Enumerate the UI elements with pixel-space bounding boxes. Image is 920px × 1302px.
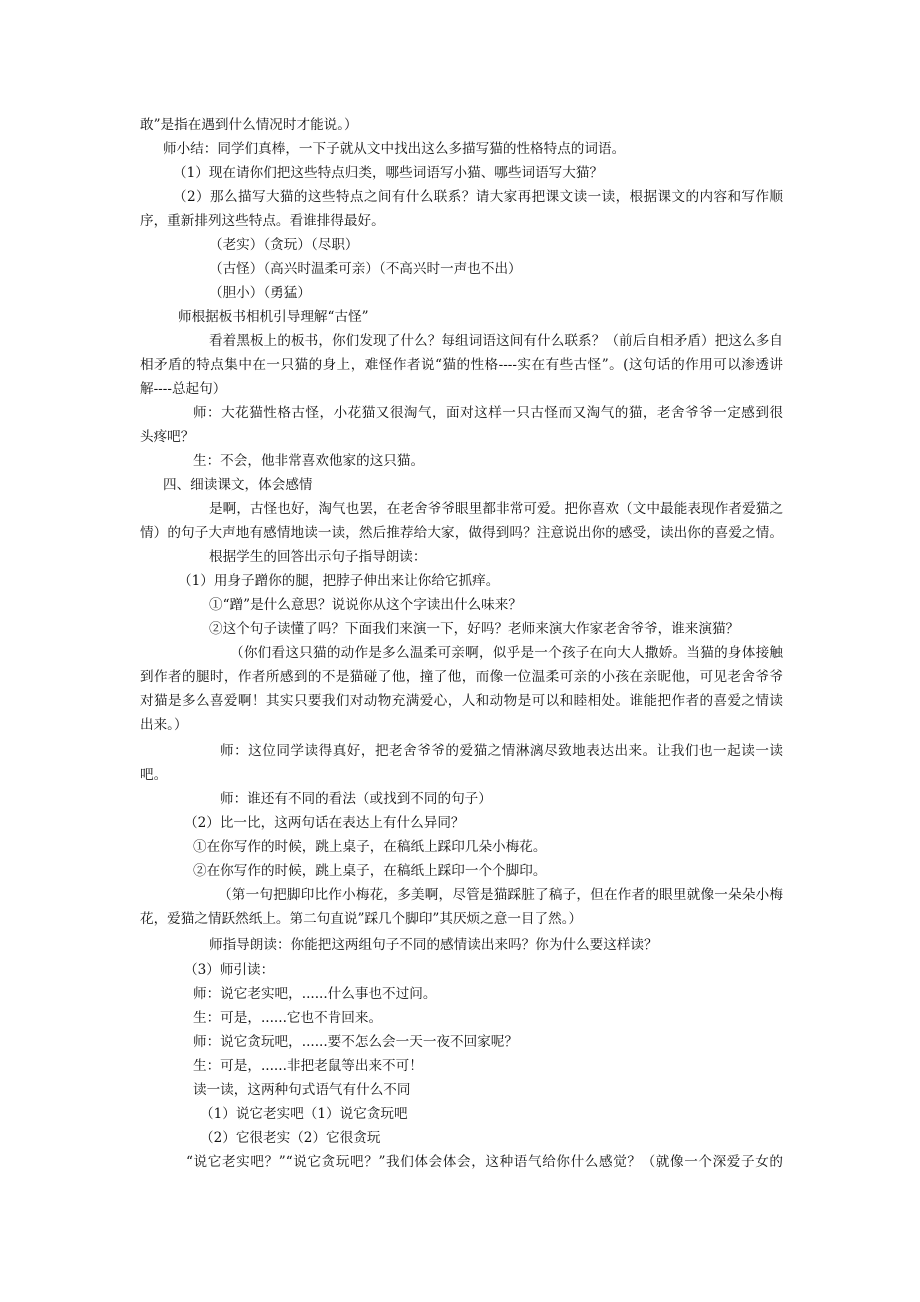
text-line: ①在你写作的时候，跳上桌子，在稿纸上踩印几朵小梅花。 [193,839,547,855]
text-line: ②这个句子读懂了吗？下面我们来演一下，好吗？老师来演大作家老舍爷爷，谁来演猫？ [209,621,740,637]
text-line: 生：可是，......非把老鼠等出来不可！ [193,1058,423,1074]
text-line: （第一句把脚印比作小梅花，多美啊，尽管是猫踩脏了稿子，但在作者的眼里就像一朵朵小梅 [218,887,783,903]
text-line: 师根据板书相机引导理解“古怪” [178,309,369,325]
text-line: 解----总起句） [140,381,227,397]
text-line: 根据学生的回答出示句子指导朗读： [209,549,427,565]
text-line: “说它老实吧？”“说它贪玩吧？”我们体会体会，这种语气给你什么感觉？（就像一个深爱子女的 [186,1154,783,1170]
text-line: 情）的句子大声地有感情地读一读，然后推荐给大家，做得到吗？注意说出你的感受，读出你的喜爱之情。 [140,525,783,541]
text-line: 看着黑板上的板书，你们发现了什么？每组词语这间有什么联系？（前后自相矛盾）把这么多自 [209,333,783,349]
text-line: 师小结：同学们真棒，一下子就从文中找出这么多描写猫的性格特点的词语。 [163,141,626,157]
text-line: （古怪）（高兴时温柔可亲）（不高兴时一声也不出） [209,261,522,277]
text-line: 花，爱猫之情跃然纸上。第二句直说”踩几个脚印”其厌烦之意一目了然。） [140,911,583,927]
text-line: ②在你写作的时候，跳上桌子，在稿纸上踩印一个个脚印。 [193,863,547,879]
text-line: 师：这位同学读得真好，把老舍爷爷的爱猫之情淋漓尽致地表达出来。让我们也一起读一读 [220,743,783,759]
text-line: 相矛盾的特点集中在一只猫的身上，难怪作者说“猫的性格----实在有些古怪”。(这句话的作用可以渗透讲 [140,357,783,373]
text-line: 师：谁还有不同的看法（或找到不同的句子） [220,791,492,807]
text-line: （1）用身子蹭你的腿，把脖子伸出来让你给它抓痒。 [178,573,500,589]
text-line: 师指导朗读：你能把这两组句子不同的感情读出来吗？你为什么要这样读？ [209,937,658,953]
text-line: 头疼吧？ [140,429,195,445]
text-line: 师：说它老实吧，......什么事也不过问。 [193,986,437,1002]
text-line: 读一读，这两种句式语气有什么不同 [193,1082,411,1098]
text-line: ①“蹭”是什么意思？说说你从这个字读出什么味来？ [209,597,522,613]
text-line: 到作者的腿时，作者所感到的不是猫碰了他，撞了他，而像一位温柔可亲的小孩在亲昵他，可见老舍爷爷 [140,669,783,685]
text-line: 吧。 [140,767,168,783]
text-line: 敢”是指在遇到什么情况时才能说。） [140,117,358,133]
text-line: 出来。） [140,717,188,733]
text-line: 对猫是多么喜爱啊！其实只要我们对动物充满爱心，人和动物是可以和睦相处。谁能把作者的喜爱之情读 [140,693,783,709]
text-line: （1）现在请你们把这些特点归类，哪些词语写小猫、哪些词语写大猫？ [173,165,604,181]
text-line: （胆小）（勇猛） [209,285,311,301]
text-line: （2）它很老实（2）它很贪玩 [200,1130,381,1146]
text-line: （2）那么描写大猫的这些特点之间有什么联系？请大家再把课文读一读，根据课文的内容和写作顺 [173,189,783,205]
text-line: 生：可是，......它也不肯回来。 [193,1010,383,1026]
text-line: （3）师引读： [184,962,275,978]
text-line: 师：说它贪玩吧，......要不怎么会一天一夜不回家呢？ [193,1034,518,1050]
text-line: 生：不会，他非常喜欢他家的这只猫。 [193,453,425,469]
text-line: （2）比一比，这两句话在表达上有什么异同？ [184,815,465,831]
section-heading: 四、细读课文，体会感情 [163,477,313,493]
text-line: （1）说它老实吧（1）说它贪玩吧 [200,1106,408,1122]
text-line: 是啊，古怪也好，淘气也罢，在老舍爷爷眼里都非常可爱。把你喜欢（文中最能表现作者爱猫之 [209,501,783,517]
text-line: （你们看这只猫的动作是多么温柔可亲啊，似乎是一个孩子在向大人撒娇。当猫的身体接触 [230,645,783,661]
text-line: 师：大花猫性格古怪，小花猫又很淘气，面对这样一只古怪而又淘气的猫，老舍爷爷一定感到很 [193,405,783,421]
text-line: （老实）（贪玩）（尽职） [209,237,359,253]
text-line: 序，重新排列这些特点。看谁排得最好。 [140,213,385,229]
